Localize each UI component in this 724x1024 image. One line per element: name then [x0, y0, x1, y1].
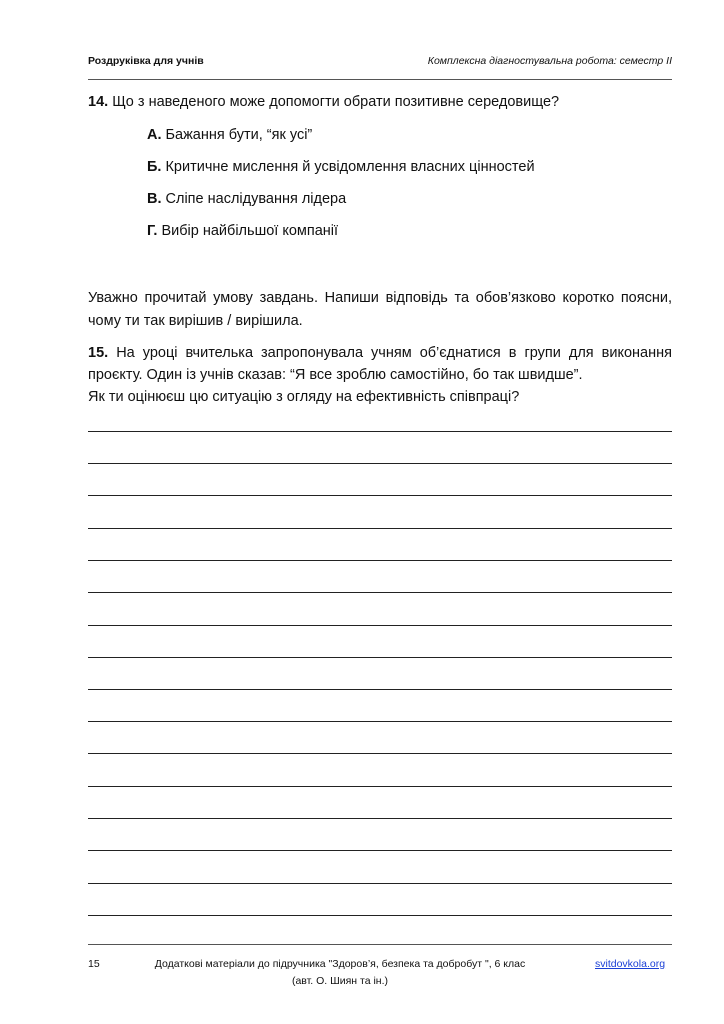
- instruction-paragraph: Уважно прочитай умову завдань. Напиши відповідь та обов’язково коротко поясни, чому ти так вирішив / вирішила.: [88, 290, 672, 329]
- answer-line[interactable]: [88, 689, 672, 690]
- header-left: Роздруківка для учнів: [88, 55, 204, 67]
- option-v-text: Сліпе наслідування лідера: [161, 191, 347, 207]
- answer-line[interactable]: [88, 883, 672, 884]
- answer-line[interactable]: [88, 753, 672, 754]
- answer-line[interactable]: [88, 721, 672, 722]
- answer-line[interactable]: [88, 560, 672, 561]
- answer-line[interactable]: [88, 625, 672, 626]
- answer-line[interactable]: [88, 657, 672, 658]
- footer-divider: [88, 944, 672, 945]
- header-divider: [88, 79, 672, 80]
- answer-line[interactable]: [88, 528, 672, 529]
- site-link[interactable]: svitdovkola.org: [595, 958, 666, 970]
- answer-line[interactable]: [88, 431, 672, 432]
- question-14-number: 14.: [88, 94, 109, 110]
- question-15-number: 15.: [88, 345, 109, 361]
- answer-line[interactable]: [88, 818, 672, 819]
- option-h-letter: Г.: [147, 223, 158, 239]
- option-a-letter: А.: [147, 127, 162, 143]
- footer-credit: [130, 956, 550, 990]
- footer-line-2: (авт. О. Шиян та ін.): [291, 975, 389, 987]
- option-h: [147, 221, 672, 241]
- answer-line[interactable]: [88, 592, 672, 593]
- page-number: 15: [88, 958, 100, 970]
- question-15-prompt: Як ти оцінюєш цю ситуацію з огляду на ефективність співпраці?: [88, 389, 520, 405]
- question-15: [88, 342, 672, 408]
- option-b-text: Критичне мислення й усвідомлення власних цінностей: [161, 159, 535, 175]
- question-15-text: На уроці вчителька запропонувала учням об’єднатися в групи для виконання проєкту. Один із учнів сказав: “Я все зроблю самостійно, бо так швидше”.: [88, 345, 672, 383]
- option-v: [147, 189, 672, 209]
- answer-line[interactable]: [88, 463, 672, 464]
- answer-line[interactable]: [88, 915, 672, 916]
- header-right: Комплексна діагностувальна робота: семестр ІІ: [427, 55, 672, 67]
- answer-line[interactable]: [88, 495, 672, 496]
- option-b: [147, 157, 672, 177]
- option-a: [147, 125, 672, 145]
- answer-line[interactable]: [88, 850, 672, 851]
- question-14-text: Що з наведеного може допомогти обрати позитивне середовище?: [108, 94, 560, 110]
- option-b-letter: Б.: [147, 159, 162, 175]
- answer-line[interactable]: [88, 786, 672, 787]
- option-v-letter: В.: [147, 191, 162, 207]
- option-h-text: Вибір найбільшої компанії: [157, 223, 339, 239]
- option-a-text: Бажання бути, “як усі”: [161, 127, 313, 143]
- footer-line-1: Додаткові матеріали до підручника "Здоров’я, безпека та добробут ", 6 клас: [154, 958, 526, 970]
- page-header: [88, 55, 672, 69]
- question-14: [88, 92, 672, 112]
